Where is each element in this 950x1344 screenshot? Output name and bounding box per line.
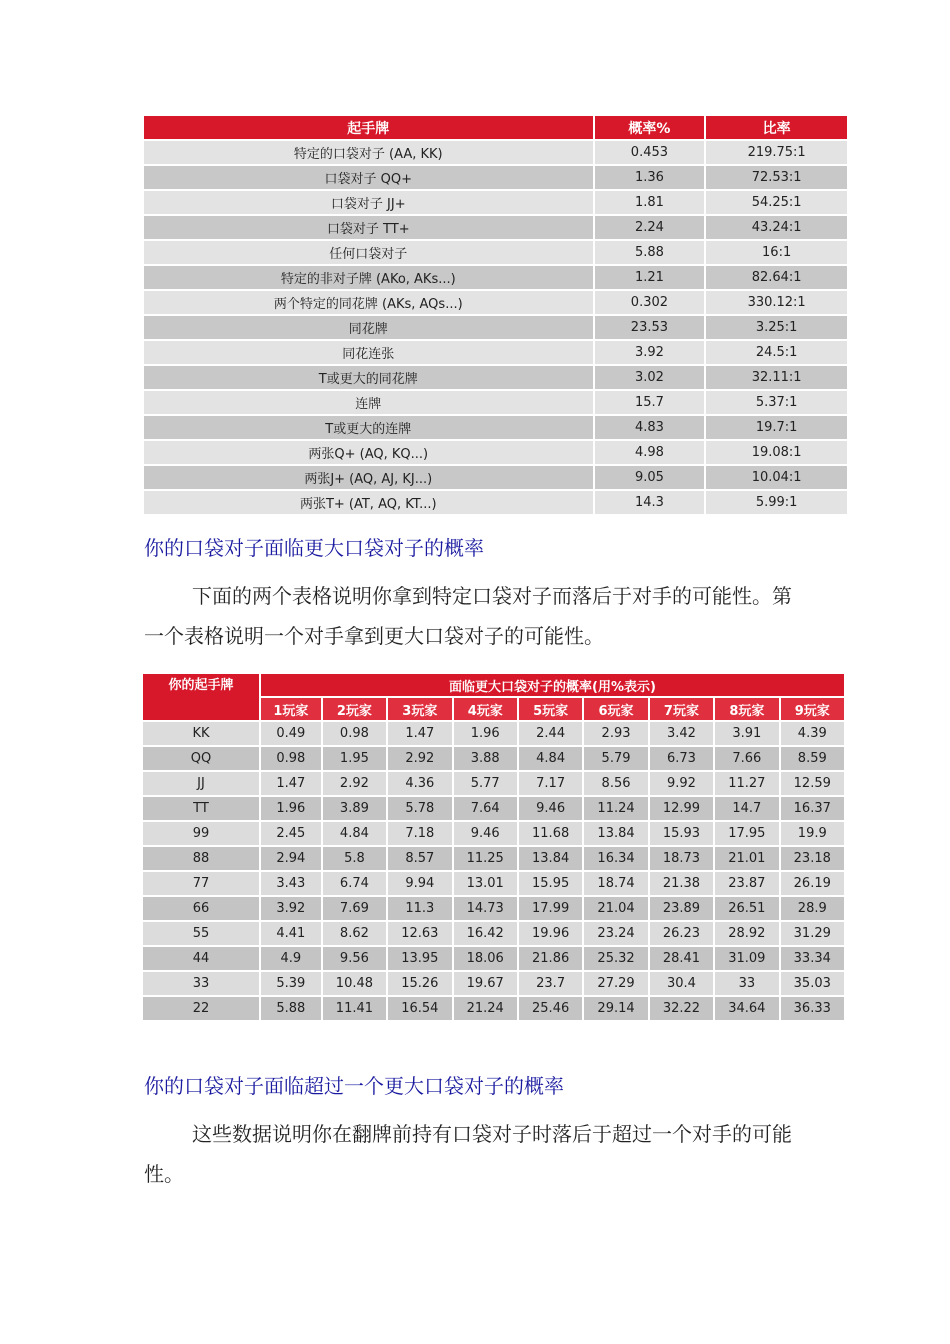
cell-odds: 5.37:1 [706, 391, 847, 414]
cell-probability: 3.42 [650, 722, 713, 745]
column-header-players: 9玩家 [781, 698, 844, 720]
cell-probability: 1.47 [261, 772, 321, 795]
cell-probability: 1.96 [261, 797, 321, 820]
cell-hand: KK [143, 722, 259, 745]
cell-probability: 16.54 [388, 997, 451, 1020]
table-row [143, 797, 844, 820]
cell-probability: 8.59 [781, 747, 844, 770]
cell-hand: 22 [143, 997, 259, 1020]
table-row [144, 141, 847, 164]
cell-hand: 同花连张 [144, 341, 593, 364]
cell-probability: 26.51 [715, 897, 778, 920]
cell-probability: 2.45 [261, 822, 321, 845]
cell-probability: 15.93 [650, 822, 713, 845]
table-row [144, 166, 847, 189]
cell-probability: 11.68 [519, 822, 582, 845]
cell-odds: 16:1 [706, 241, 847, 264]
cell-odds: 54.25:1 [706, 191, 847, 214]
cell-probability: 29.14 [584, 997, 647, 1020]
cell-probability: 4.39 [781, 722, 844, 745]
larger-pocket-pair-table [141, 672, 846, 1022]
cell-probability: 2.92 [388, 747, 451, 770]
table-row [144, 216, 847, 239]
section-heading-larger-pair: 你的口袋对子面临更大口袋对子的概率 [144, 536, 484, 560]
table-row [143, 722, 844, 745]
table-row [144, 466, 847, 489]
column-header-probability: 概率% [595, 116, 705, 139]
column-header-odds: 比率 [706, 116, 847, 139]
cell-probability: 33 [715, 972, 778, 995]
cell-probability: 14.3 [595, 491, 705, 514]
cell-probability: 17.95 [715, 822, 778, 845]
cell-probability: 1.81 [595, 191, 705, 214]
cell-probability: 3.92 [261, 897, 321, 920]
cell-probability: 3.92 [595, 341, 705, 364]
cell-probability: 23.87 [715, 872, 778, 895]
cell-probability: 5.88 [261, 997, 321, 1020]
cell-probability: 9.92 [650, 772, 713, 795]
cell-hand: JJ [143, 772, 259, 795]
cell-probability: 26.23 [650, 922, 713, 945]
cell-probability: 18.74 [584, 872, 647, 895]
cell-odds: 3.25:1 [706, 316, 847, 339]
cell-probability: 15.7 [595, 391, 705, 414]
table-header-row [143, 674, 844, 696]
column-header-players: 3玩家 [388, 698, 451, 720]
cell-hand: 口袋对子 TT+ [144, 216, 593, 239]
cell-probability: 3.02 [595, 366, 705, 389]
cell-probability: 25.32 [584, 947, 647, 970]
table-row [143, 922, 844, 945]
cell-hand: 99 [143, 822, 259, 845]
cell-probability: 21.01 [715, 847, 778, 870]
table-row [144, 291, 847, 314]
column-header-players: 2玩家 [323, 698, 386, 720]
table-row [143, 822, 844, 845]
cell-probability: 35.03 [781, 972, 844, 995]
cell-probability: 8.62 [323, 922, 386, 945]
cell-hand: 特定的非对子牌 (AKo, AKs...) [144, 266, 593, 289]
cell-probability: 23.7 [519, 972, 582, 995]
cell-probability: 5.88 [595, 241, 705, 264]
cell-odds: 19.7:1 [706, 416, 847, 439]
cell-probability: 28.92 [715, 922, 778, 945]
table-row [143, 972, 844, 995]
cell-probability: 11.25 [454, 847, 517, 870]
cell-probability: 13.84 [584, 822, 647, 845]
cell-probability: 0.49 [261, 722, 321, 745]
column-header-your-hand: 你的起手牌 [143, 674, 259, 720]
cell-probability: 18.73 [650, 847, 713, 870]
cell-probability: 25.46 [519, 997, 582, 1020]
table-row [144, 366, 847, 389]
cell-probability: 30.4 [650, 972, 713, 995]
cell-probability: 9.05 [595, 466, 705, 489]
cell-probability: 4.41 [261, 922, 321, 945]
cell-probability: 0.98 [261, 747, 321, 770]
cell-probability: 5.78 [388, 797, 451, 820]
cell-hand: 88 [143, 847, 259, 870]
cell-odds: 19.08:1 [706, 441, 847, 464]
cell-hand: 两个特定的同花牌 (AKs, AQs...) [144, 291, 593, 314]
cell-probability: 6.74 [323, 872, 386, 895]
cell-probability: 27.29 [584, 972, 647, 995]
cell-probability: 14.73 [454, 897, 517, 920]
cell-odds: 24.5:1 [706, 341, 847, 364]
cell-probability: 34.64 [715, 997, 778, 1020]
cell-probability: 11.27 [715, 772, 778, 795]
cell-probability: 17.99 [519, 897, 582, 920]
cell-odds: 32.11:1 [706, 366, 847, 389]
cell-hand: 同花牌 [144, 316, 593, 339]
cell-hand: 66 [143, 897, 259, 920]
column-group-header-probability: 面临更大口袋对子的概率(用%表示) [261, 674, 844, 696]
cell-probability: 3.89 [323, 797, 386, 820]
table-row [144, 341, 847, 364]
cell-probability: 31.09 [715, 947, 778, 970]
cell-hand: TT [143, 797, 259, 820]
cell-probability: 4.9 [261, 947, 321, 970]
cell-probability: 23.24 [584, 922, 647, 945]
cell-probability: 9.46 [519, 797, 582, 820]
cell-probability: 16.37 [781, 797, 844, 820]
cell-hand: 两张T+ (AT, AQ, KT...) [144, 491, 593, 514]
table-row [144, 491, 847, 514]
cell-probability: 4.36 [388, 772, 451, 795]
cell-probability: 4.83 [595, 416, 705, 439]
table-row [144, 391, 847, 414]
table-body [143, 722, 844, 1020]
cell-probability: 11.3 [388, 897, 451, 920]
cell-hand: 口袋对子 JJ+ [144, 191, 593, 214]
cell-probability: 1.95 [323, 747, 386, 770]
table-row [143, 947, 844, 970]
cell-probability: 0.98 [323, 722, 386, 745]
cell-probability: 10.48 [323, 972, 386, 995]
cell-probability: 15.26 [388, 972, 451, 995]
cell-probability: 1.47 [388, 722, 451, 745]
cell-probability: 16.42 [454, 922, 517, 945]
cell-probability: 7.66 [715, 747, 778, 770]
cell-hand: 连牌 [144, 391, 593, 414]
cell-probability: 1.36 [595, 166, 705, 189]
cell-probability: 13.95 [388, 947, 451, 970]
cell-odds: 330.12:1 [706, 291, 847, 314]
cell-probability: 7.69 [323, 897, 386, 920]
cell-hand: 44 [143, 947, 259, 970]
table-row [143, 747, 844, 770]
cell-hand: 特定的口袋对子 (AA, KK) [144, 141, 593, 164]
cell-hand: 两张J+ (AQ, AJ, KJ...) [144, 466, 593, 489]
cell-probability: 5.39 [261, 972, 321, 995]
cell-probability: 18.06 [454, 947, 517, 970]
cell-probability: 23.18 [781, 847, 844, 870]
cell-probability: 21.24 [454, 997, 517, 1020]
cell-hand: QQ [143, 747, 259, 770]
table-row [144, 416, 847, 439]
cell-odds: 43.24:1 [706, 216, 847, 239]
cell-odds: 219.75:1 [706, 141, 847, 164]
cell-probability: 11.24 [584, 797, 647, 820]
cell-probability: 13.84 [519, 847, 582, 870]
cell-probability: 2.24 [595, 216, 705, 239]
cell-hand: T或更大的连牌 [144, 416, 593, 439]
cell-probability: 4.98 [595, 441, 705, 464]
cell-probability: 23.53 [595, 316, 705, 339]
cell-probability: 7.17 [519, 772, 582, 795]
cell-hand: 33 [143, 972, 259, 995]
cell-probability: 3.88 [454, 747, 517, 770]
cell-probability: 33.34 [781, 947, 844, 970]
cell-probability: 23.89 [650, 897, 713, 920]
column-header-players: 4玩家 [454, 698, 517, 720]
starting-hands-probability-table [142, 114, 849, 516]
cell-probability: 5.8 [323, 847, 386, 870]
cell-probability: 2.44 [519, 722, 582, 745]
cell-probability: 12.99 [650, 797, 713, 820]
cell-probability: 5.77 [454, 772, 517, 795]
cell-hand: 77 [143, 872, 259, 895]
cell-probability: 36.33 [781, 997, 844, 1020]
cell-probability: 9.94 [388, 872, 451, 895]
cell-probability: 2.93 [584, 722, 647, 745]
column-header-players: 1玩家 [261, 698, 321, 720]
cell-odds: 82.64:1 [706, 266, 847, 289]
cell-odds: 72.53:1 [706, 166, 847, 189]
cell-probability: 6.73 [650, 747, 713, 770]
cell-probability: 2.92 [323, 772, 386, 795]
table-row [144, 191, 847, 214]
table-row [144, 266, 847, 289]
cell-probability: 8.57 [388, 847, 451, 870]
cell-probability: 19.67 [454, 972, 517, 995]
cell-probability: 7.64 [454, 797, 517, 820]
cell-probability: 0.453 [595, 141, 705, 164]
cell-hand: 口袋对子 QQ+ [144, 166, 593, 189]
cell-probability: 26.19 [781, 872, 844, 895]
cell-probability: 8.56 [584, 772, 647, 795]
table-row [143, 897, 844, 920]
cell-probability: 15.95 [519, 872, 582, 895]
table-row [143, 772, 844, 795]
cell-probability: 21.04 [584, 897, 647, 920]
cell-probability: 16.34 [584, 847, 647, 870]
table-row [143, 997, 844, 1020]
cell-probability: 14.7 [715, 797, 778, 820]
cell-probability: 21.86 [519, 947, 582, 970]
cell-probability: 12.59 [781, 772, 844, 795]
cell-probability: 0.302 [595, 291, 705, 314]
cell-probability: 21.38 [650, 872, 713, 895]
table-row [144, 316, 847, 339]
table-row [143, 872, 844, 895]
table-body [144, 141, 847, 514]
cell-probability: 3.91 [715, 722, 778, 745]
section-paragraph-multiple-larger-pairs: 这些数据说明你在翻牌前持有口袋对子时落后于超过一个对手的可能性。 [144, 1122, 792, 1186]
cell-probability: 32.22 [650, 997, 713, 1020]
table-row [144, 241, 847, 264]
cell-probability: 1.21 [595, 266, 705, 289]
cell-probability: 4.84 [323, 822, 386, 845]
table-header-row [144, 116, 847, 139]
cell-probability: 1.96 [454, 722, 517, 745]
cell-hand: 两张Q+ (AQ, KQ...) [144, 441, 593, 464]
table-row [143, 847, 844, 870]
cell-odds: 10.04:1 [706, 466, 847, 489]
cell-hand: T或更大的同花牌 [144, 366, 593, 389]
cell-probability: 13.01 [454, 872, 517, 895]
cell-probability: 4.84 [519, 747, 582, 770]
column-header-players: 8玩家 [715, 698, 778, 720]
section-heading-multiple-larger-pairs: 你的口袋对子面临超过一个更大口袋对子的概率 [144, 1074, 564, 1098]
cell-probability: 9.56 [323, 947, 386, 970]
cell-probability: 7.18 [388, 822, 451, 845]
table-row [144, 441, 847, 464]
section-paragraph-larger-pair: 下面的两个表格说明你拿到特定口袋对子而落后于对手的可能性。第一个表格说明一个对手拿到更大口袋对子的可能性。 [144, 584, 792, 648]
column-header-hand: 起手牌 [144, 116, 593, 139]
cell-odds: 5.99:1 [706, 491, 847, 514]
cell-probability: 12.63 [388, 922, 451, 945]
cell-probability: 28.41 [650, 947, 713, 970]
cell-probability: 5.79 [584, 747, 647, 770]
cell-probability: 31.29 [781, 922, 844, 945]
cell-probability: 28.9 [781, 897, 844, 920]
cell-probability: 19.96 [519, 922, 582, 945]
cell-hand: 55 [143, 922, 259, 945]
cell-probability: 19.9 [781, 822, 844, 845]
cell-hand: 任何口袋对子 [144, 241, 593, 264]
cell-probability: 11.41 [323, 997, 386, 1020]
column-header-players: 7玩家 [650, 698, 713, 720]
cell-probability: 3.43 [261, 872, 321, 895]
cell-probability: 2.94 [261, 847, 321, 870]
column-header-players: 5玩家 [519, 698, 582, 720]
column-header-players: 6玩家 [584, 698, 647, 720]
cell-probability: 9.46 [454, 822, 517, 845]
